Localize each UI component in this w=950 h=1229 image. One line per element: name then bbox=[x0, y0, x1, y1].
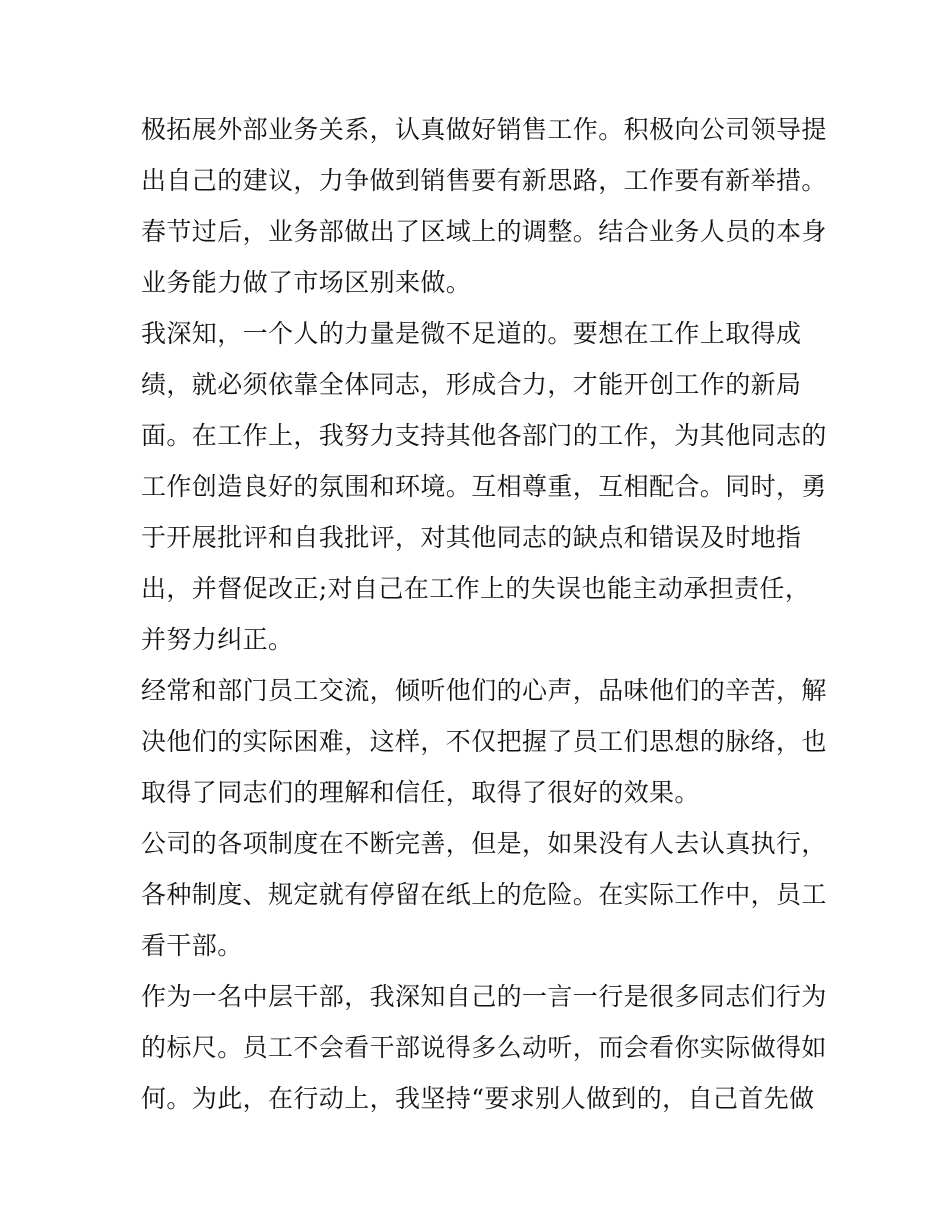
document-body bbox=[141, 104, 827, 1124]
text-line: 面。在工作上，我努力支持其他各部门的工作，为其他同志的 bbox=[141, 421, 827, 450]
text-line: 何。为此，在行动上，我坚持“要求别人做到的，自己首先做 bbox=[141, 1084, 815, 1113]
text-line: 绩，就必须依靠全体同志，形成合力，才能开创工作的新局 bbox=[141, 370, 802, 399]
text-line: 我深知，一个人的力量是微不足道的。要想在工作上取得成 bbox=[141, 319, 802, 348]
paragraph-company-rules bbox=[141, 818, 827, 971]
text-line: 于开展批评和自我批评，对其他同志的缺点和错误及时地指 bbox=[141, 523, 802, 552]
paragraph-teamwork bbox=[141, 308, 827, 665]
text-line: 看干部。 bbox=[141, 931, 243, 960]
text-line: 取得了同志们的理解和信任，取得了很好的效果。 bbox=[141, 778, 700, 807]
text-line: 工作创造良好的氛围和环境。互相尊重，互相配合。同时，勇 bbox=[141, 472, 827, 501]
text-line: 决他们的实际困难，这样，不仅把握了员工们思想的脉络，也 bbox=[141, 727, 827, 756]
text-line: 并努力纠正。 bbox=[141, 625, 294, 654]
paragraph-sales-work bbox=[141, 104, 827, 308]
text-line: 经常和部门员工交流，倾听他们的心声，品味他们的辛苦，解 bbox=[141, 676, 827, 705]
text-line: 作为一名中层干部，我深知自己的一言一行是很多同志们行为 bbox=[141, 982, 827, 1011]
paragraph-leading-by-example bbox=[141, 971, 827, 1124]
text-line: 业务能力做了市场区别来做。 bbox=[141, 268, 472, 297]
text-line: 出，并督促改正;对自己在工作上的失误也能主动承担责任， bbox=[141, 574, 811, 603]
text-line: 公司的各项制度在不断完善，但是，如果没有人去认真执行， bbox=[141, 829, 827, 858]
text-line: 极拓展外部业务关系，认真做好销售工作。积极向公司领导提 bbox=[141, 115, 827, 144]
text-line: 春节过后，业务部做出了区域上的调整。结合业务人员的本身 bbox=[141, 217, 827, 246]
text-line: 的标尺。员工不会看干部说得多么动听，而会看你实际做得如 bbox=[141, 1033, 827, 1062]
text-line: 各种制度、规定就有停留在纸上的危险。在实际工作中，员工 bbox=[141, 880, 827, 909]
text-line: 出自己的建议，力争做到销售要有新思路，工作要有新举措。 bbox=[141, 166, 827, 195]
paragraph-communication bbox=[141, 665, 827, 818]
